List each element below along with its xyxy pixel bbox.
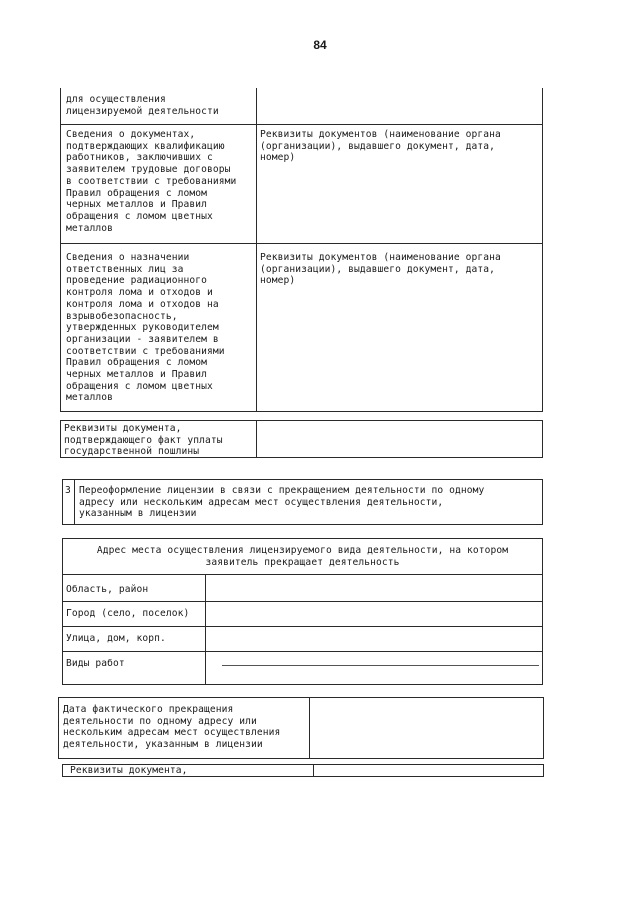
work-types-field[interactable] xyxy=(207,653,541,683)
section-3-number: 3 xyxy=(65,485,71,496)
table1-row0-left: для осуществления лицензируемой деятельности xyxy=(66,94,219,117)
state-fee-label: Реквизиты документа, подтверждающего факт уплаты государственной пошлины xyxy=(64,423,223,458)
document-details-label: Реквизиты документа, xyxy=(70,765,188,776)
table1-row1-left: Сведения о документах, подтверждающих квалификацию работников, заключивших с заявителем трудовые договоры в соответствии с требованиями Правил обращения с ломом черных металлов и Правил обращения с ломом цветных металлов xyxy=(66,129,237,234)
street-field[interactable] xyxy=(207,628,541,650)
table1-row1-right: Реквизиты документов (наименование органа (организации), выдавшего документ, дата, номер) xyxy=(260,129,501,164)
state-fee-value[interactable] xyxy=(258,422,541,456)
address-row-label: Город (село, поселок) xyxy=(66,608,190,619)
address-row-label: Виды работ xyxy=(66,658,125,669)
work-types-underline xyxy=(222,665,539,666)
table1-row2-left: Сведения о назначении ответственных лиц за проведение радиационного контроля лома и отходов и контроля лома и отходов на взрывобезопасность, утвержденных руководителем организации - заявителем в соответствии с требованиями Правил обращения с ломом черных металлов и Правил обращения с ломом цветных металлов xyxy=(66,252,225,404)
address-row-label: Область, район xyxy=(66,584,149,595)
page-number: 84 xyxy=(313,38,327,52)
address-row-label: Улица, дом, корп. xyxy=(66,633,166,644)
city-field[interactable] xyxy=(207,603,541,625)
termination-date-label: Дата фактического прекращения деятельности по одному адресу или нескольким адресам мест осуществления деятельности, указанным в лицензии xyxy=(63,704,281,751)
region-field[interactable] xyxy=(207,576,541,600)
address-table-header: Адрес места осуществления лицензируемого вида деятельности, на котором заявитель прекращает деятельность xyxy=(96,545,509,568)
table1-row2-right: Реквизиты документов (наименование органа (организации), выдавшего документ, дата, номер) xyxy=(260,252,501,287)
termination-date-value[interactable] xyxy=(311,699,542,757)
section-3-text: Переоформление лицензии в связи с прекращением деятельности по одному адресу или нескольким адресам мест осуществления деятельности, указанным в лицензии xyxy=(79,485,485,520)
